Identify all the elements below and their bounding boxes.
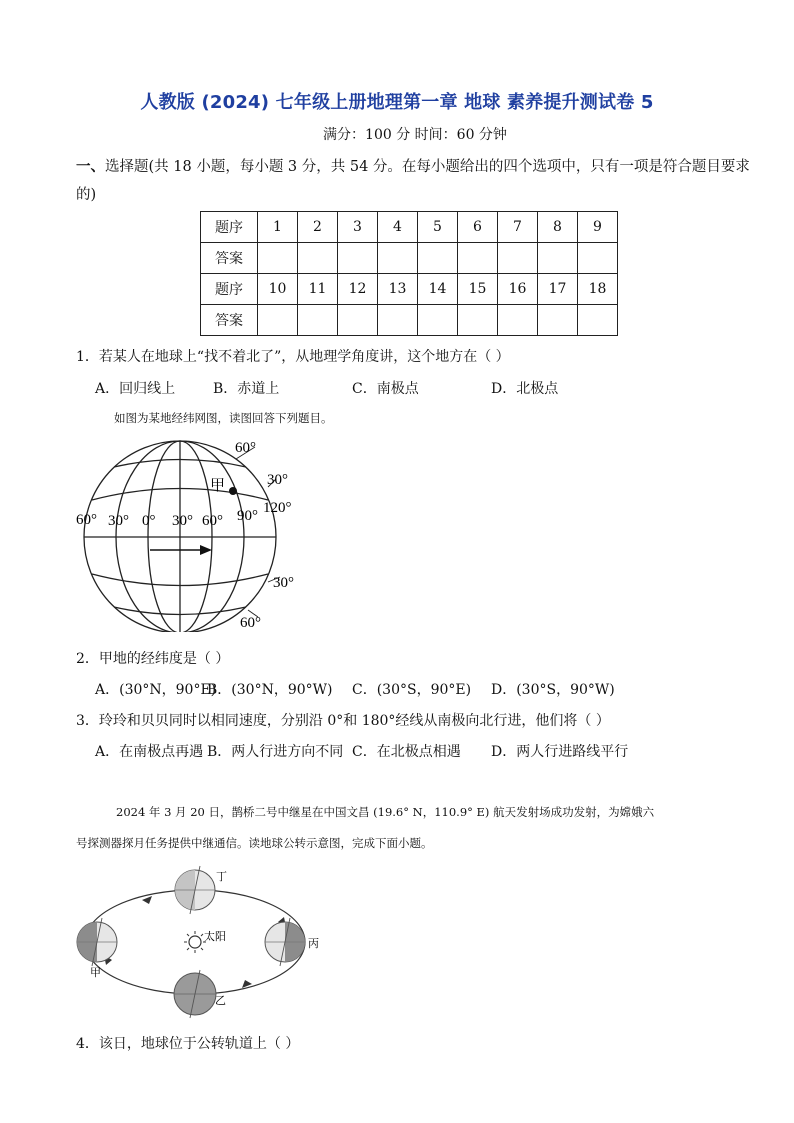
answer-table bbox=[200, 211, 618, 336]
orbit-arrow-icon bbox=[142, 896, 152, 904]
sun-label: 太阳 bbox=[204, 931, 226, 943]
question-number-cell: 5 bbox=[418, 212, 458, 243]
position-label-yi: 乙 bbox=[215, 995, 226, 1007]
row-header: 题序 bbox=[201, 274, 258, 305]
answer-cell[interactable] bbox=[418, 305, 458, 336]
lat-label-30n: 30° bbox=[267, 472, 288, 488]
answer-cell[interactable] bbox=[498, 243, 538, 274]
question-3-stem: 3．玲玲和贝贝同时以相同速度，分别沿 0°和 180°经线从南极向北行进，他们将（ ） bbox=[76, 713, 610, 729]
q2-option-d[interactable]: D．(30°S，90°W) bbox=[491, 682, 615, 698]
question-number-cell: 16 bbox=[498, 274, 538, 305]
exam-info: 满分：100 分 时间：60 分钟 bbox=[323, 127, 507, 143]
arrow-head-icon bbox=[200, 545, 212, 555]
answer-cell[interactable] bbox=[378, 243, 418, 274]
lat-label-30s: 30° bbox=[273, 575, 294, 591]
lat-label-60n: 60° bbox=[235, 440, 256, 456]
question-number-cell: 3 bbox=[338, 212, 378, 243]
question-number-cell: 10 bbox=[258, 274, 298, 305]
answer-cell[interactable] bbox=[298, 305, 338, 336]
answer-cell[interactable] bbox=[458, 305, 498, 336]
q3-option-a[interactable]: A．在南极点再遇 bbox=[95, 744, 204, 760]
question-number-cell: 6 bbox=[458, 212, 498, 243]
row-header: 答案 bbox=[201, 305, 258, 336]
q1-option-a[interactable]: A．回归线上 bbox=[95, 381, 176, 397]
earth-revolution-diagram bbox=[70, 862, 350, 1022]
question-number-cell: 8 bbox=[538, 212, 578, 243]
position-label-ding: 丁 bbox=[216, 871, 227, 883]
earth-yi bbox=[174, 970, 216, 1018]
passage-line-1: 2024 年 3 月 20 日，鹊桥二号中继星在中国文昌 (19.6° N，110.9° E) 航天发射场成功发射，为嫦娥六 bbox=[116, 805, 655, 819]
question-number-cell: 7 bbox=[498, 212, 538, 243]
earth-jia bbox=[77, 918, 117, 966]
answer-cell[interactable] bbox=[578, 243, 618, 274]
answer-cell[interactable] bbox=[298, 243, 338, 274]
lon-label-120: 120° bbox=[263, 500, 292, 516]
q1-option-d[interactable]: D．北极点 bbox=[491, 381, 559, 397]
question-number-cell: 12 bbox=[338, 274, 378, 305]
answer-cell[interactable] bbox=[538, 243, 578, 274]
passage-line-2: 号探测器探月任务提供中继通信。读地球公转示意图，完成下面小题。 bbox=[76, 836, 433, 850]
answer-cell[interactable] bbox=[538, 305, 578, 336]
answer-cell[interactable] bbox=[258, 243, 298, 274]
answer-cell[interactable] bbox=[258, 305, 298, 336]
graticule-map bbox=[70, 432, 310, 632]
question-number-cell: 4 bbox=[378, 212, 418, 243]
answer-cell[interactable] bbox=[498, 305, 538, 336]
answer-cell[interactable] bbox=[578, 305, 618, 336]
q3-option-b[interactable]: B．两人行进方向不同 bbox=[207, 744, 344, 760]
answer-cell[interactable] bbox=[458, 243, 498, 274]
q3-option-c[interactable]: C．在北极点相遇 bbox=[352, 744, 461, 760]
question-number-cell: 1 bbox=[258, 212, 298, 243]
table-row bbox=[201, 243, 618, 274]
lon-label: 60° bbox=[202, 513, 223, 529]
position-label-bing: 丙 bbox=[308, 938, 319, 950]
question-number-cell: 18 bbox=[578, 274, 618, 305]
q2-option-a[interactable]: A．(30°N，90°E) bbox=[95, 682, 217, 698]
section-heading bbox=[76, 153, 752, 209]
row-header: 答案 bbox=[201, 243, 258, 274]
lon-label: 0° bbox=[142, 513, 156, 529]
lon-label: 30° bbox=[172, 513, 193, 529]
answer-cell[interactable] bbox=[338, 305, 378, 336]
question-number-cell: 9 bbox=[578, 212, 618, 243]
q2-option-c[interactable]: C．(30°S，90°E) bbox=[352, 682, 472, 698]
table-row bbox=[201, 212, 618, 243]
question-number-cell: 14 bbox=[418, 274, 458, 305]
question-number-cell: 13 bbox=[378, 274, 418, 305]
row-header: 题序 bbox=[201, 212, 258, 243]
lon-label: 60° bbox=[76, 512, 97, 528]
answer-cell[interactable] bbox=[338, 243, 378, 274]
earth-ding bbox=[175, 866, 215, 914]
lon-label: 30° bbox=[108, 513, 129, 529]
sun-icon bbox=[184, 931, 206, 953]
answer-cell[interactable] bbox=[418, 243, 458, 274]
q1-option-b[interactable]: B．赤道上 bbox=[213, 381, 280, 397]
page-title: 人教版 (2024) 七年级上册地理第一章 地球 素养提升测试卷 5 bbox=[140, 92, 654, 113]
section-instructions: 选择题(共 18 小题，每小题 3 分，共 54 分。在每小题给出的四个选项中，只有一项是符合题目要求的) bbox=[76, 159, 750, 203]
q2-option-b[interactable]: B．(30°N，90°W) bbox=[207, 682, 333, 698]
question-number-cell: 15 bbox=[458, 274, 498, 305]
answer-cell[interactable] bbox=[378, 305, 418, 336]
section-number: 一、 bbox=[76, 159, 105, 175]
position-label-jia: 甲 bbox=[90, 967, 101, 979]
q3-option-d[interactable]: D．两人行进路线平行 bbox=[491, 744, 629, 760]
place-label-jia: 甲 bbox=[210, 478, 226, 494]
map-intro: 如图为某地经纬网图，读图回答下列题目。 bbox=[114, 411, 333, 425]
question-4-stem: 4．该日，地球位于公转轨道上（ ） bbox=[76, 1036, 300, 1052]
question-1-stem: 1．若某人在地球上“找不着北了”，从地理学角度讲，这个地方在（ ） bbox=[76, 349, 510, 365]
lon-label: 90° bbox=[237, 508, 258, 524]
q1-option-c[interactable]: C．南极点 bbox=[352, 381, 419, 397]
question-number-cell: 17 bbox=[538, 274, 578, 305]
point-jia-marker bbox=[229, 487, 237, 495]
question-2-stem: 2．甲地的经纬度是（ ） bbox=[76, 651, 230, 667]
table-row bbox=[201, 274, 618, 305]
question-number-cell: 11 bbox=[298, 274, 338, 305]
question-number-cell: 2 bbox=[298, 212, 338, 243]
table-row bbox=[201, 305, 618, 336]
lat-label-60s: 60° bbox=[240, 615, 261, 631]
